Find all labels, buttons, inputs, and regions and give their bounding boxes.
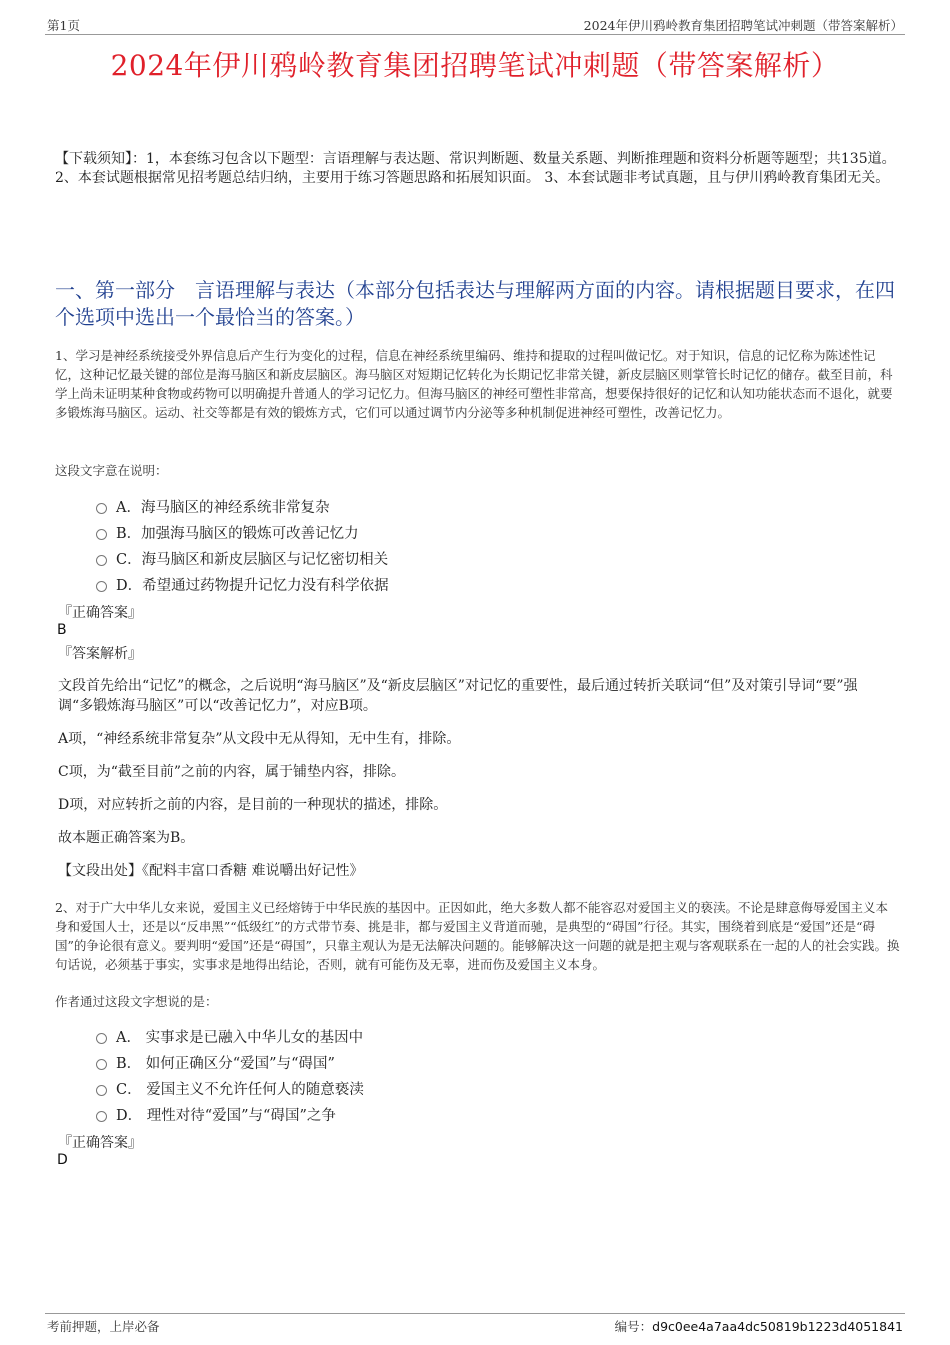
option-label: C．海马脑区和新皮层脑区与记忆密切相关 [116, 551, 389, 568]
question-2-option-c[interactable] [96, 1077, 364, 1099]
footer-slogan: 考前押题，上岸必备 [47, 1319, 160, 1334]
download-notice: 【下载须知】：1，本套练习包含以下题型：言语理解与表达题、常识判断题、数量关系题、判断推理题和资料分析题等题型；共135道。 2、本套试题根据常见招考题总结归纳，主要用于练习答题思路和拓展知识面。 3、本套试题非考试真题，且与伊川鸦岭教育集团无关。 [55, 151, 896, 186]
question-1-option-a[interactable] [96, 495, 329, 517]
radio-icon[interactable] [96, 1033, 107, 1044]
option-label: A． 实事求是已融入中华儿女的基因中 [116, 1029, 364, 1046]
question-1-source: 【文段出处】《配料丰富口香糖 难说嚼出好记性》 [58, 863, 364, 879]
question-1-option-b[interactable] [96, 521, 359, 543]
question-1-analysis-label: 『答案解析』 [58, 646, 142, 662]
page-header [45, 14, 905, 35]
question-1-option-c[interactable] [96, 547, 388, 569]
option-label: D．希望通过药物提升记忆力没有科学依据 [116, 577, 389, 594]
radio-icon[interactable] [96, 1059, 107, 1070]
document-title: 2024年伊川鸦岭教育集团招聘笔试冲刺题（带答案解析） [110, 49, 840, 82]
question-1-analysis-paragraph: 文段首先给出“记忆”的概念，之后说明“海马脑区”及“新皮层脑区”对记忆的重要性，最后通过转折关联词“但”及对策引导词“要”强调“多锻炼海马脑区”可以“改善记忆力”，对应B项。 [58, 678, 858, 714]
question-1-analysis-paragraph: 故本题正确答案为B。 [58, 830, 195, 846]
question-1-prompt: 这段文字意在说明： [55, 463, 168, 478]
radio-icon[interactable] [96, 581, 107, 592]
question-1-option-d[interactable] [96, 573, 389, 595]
header-doc-title: 2024年伊川鸦岭教育集团招聘笔试冲刺题（带答案解析） [583, 18, 903, 33]
question-2-option-d[interactable] [96, 1103, 336, 1125]
option-label: D． 理性对待“爱国”与“碍国”之争 [116, 1107, 336, 1124]
radio-icon[interactable] [96, 529, 107, 540]
footer-code-value: d9c0ee4a7aa4dc50819b1223d4051841 [652, 1319, 903, 1334]
footer-code [615, 1317, 903, 1335]
page-footer [45, 1313, 905, 1334]
question-2-option-a[interactable] [96, 1025, 363, 1047]
question-1-analysis-paragraph: D项，对应转折之前的内容，是目前的一种现状的描述，排除。 [58, 797, 448, 813]
radio-icon[interactable] [96, 1111, 107, 1122]
option-label: B．加强海马脑区的锻炼可改善记忆力 [116, 525, 359, 542]
radio-icon[interactable] [96, 1085, 107, 1096]
question-1-answer-label: 『正确答案』 [58, 605, 142, 621]
question-1-analysis-paragraph: A项，“神经系统非常复杂”从文段中无从得知，无中生有，排除。 [58, 731, 461, 747]
option-label: A．海马脑区的神经系统非常复杂 [116, 499, 330, 516]
footer-code-label: 编号： [614, 1319, 653, 1334]
section-title: 一、第一部分 言语理解与表达（本部分包括表达与理解两方面的内容。请根据题目要求，在四个选项中选出一个最恰当的答案。） [55, 278, 895, 329]
question-2-prompt: 作者通过这段文字想说的是： [55, 994, 218, 1009]
question-2-answer-label: 『正确答案』 [58, 1135, 142, 1151]
page-number: 第1页 [47, 18, 80, 33]
question-1-analysis-paragraph: C项，为“截至目前”之前的内容，属于铺垫内容，排除。 [58, 764, 406, 780]
radio-icon[interactable] [96, 555, 107, 566]
question-2-stem: 2、对于广大中华儿女来说，爱国主义已经熔铸于中华民族的基因中。正因如此，绝大多数人都不能容忍对爱国主义的亵渎。不论是肆意侮辱爱国主义本身和爱国人士，还是以“反串黑”“低级红”的方式带节奏、挑是非，都与爱国主义背道而驰，是典型的“碍国”行径。其实，围绕着到底是“爱国”还是“碍国”的争论很有意义。要判明“爱国”还是“碍国”，只靠主观认为是无法解决问题的。能够解决这一问题的就是把主观与客观联系在一起的人的社会实践。换句话说，必须基于事实，实事求是地得出结论，否则，就有可能伤及无辜，进而伤及爱国主义本身。 [55, 900, 900, 972]
question-2-option-b[interactable] [96, 1051, 335, 1073]
question-1-stem: 1、学习是神经系统接受外界信息后产生行为变化的过程，信息在神经系统里编码、维持和提取的过程叫做记忆。对于知识，信息的记忆称为陈述性记忆，这种记忆最关键的部位是海马脑区和新皮层脑区。海马脑区对短期记忆转化为长期记忆非常关键，新皮层脑区则掌管长时记忆的储存。截至目前，科学上尚未证明某种食物或药物可以明确提升普通人的学习记忆力。但海马脑区的神经可塑性非常高，想要保持很好的记忆和认知功能状态而不退化，就要多锻炼海马脑区。运动、社交等都是有效的锻炼方式，它们可以通过调节内分泌等多种机制促进神经可塑性，改善记忆力。 [55, 348, 893, 420]
question-1-answer: B [57, 622, 67, 638]
option-label: B． 如何正确区分“爱国”与“碍国” [116, 1055, 335, 1072]
question-2-answer: D [57, 1152, 68, 1168]
option-label: C． 爱国主义不允许任何人的随意亵渎 [116, 1081, 364, 1098]
radio-icon[interactable] [96, 503, 107, 514]
